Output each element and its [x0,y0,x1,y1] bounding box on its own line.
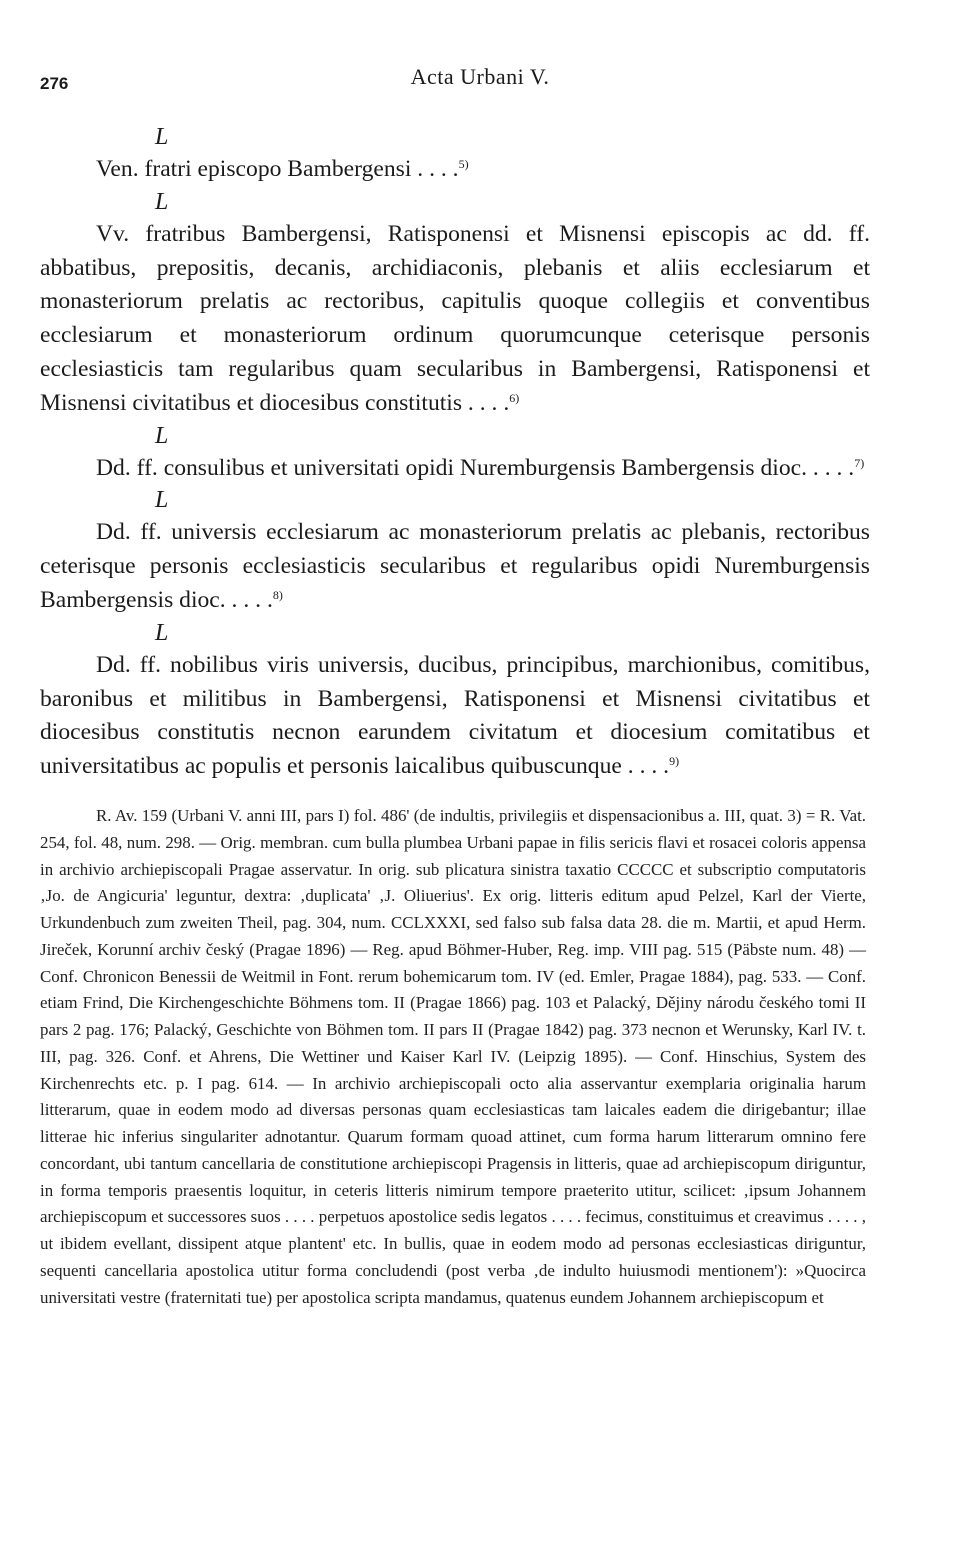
address-paragraph [40,218,870,421]
note-reference: 9) [669,754,680,769]
address-text: Dd. ff. universis ecclesiarum ac monasteriorum prelatis ac plebanis, rectoribus ceterisque personis ecclesiasticis secularibus et regularibus opidi Nuremburgensis Bambergensis dioc. . . . . [40,519,870,613]
main-text [40,122,870,784]
address-text: Ven. fratri episcopo Bambergensi . . . . [96,156,459,182]
note-reference: 6) [509,390,520,405]
note-reference: 8) [272,587,283,602]
address-paragraph [40,649,870,784]
letter-mark: L [155,619,169,646]
address-paragraph [40,153,870,187]
letter-mark: L [155,422,169,449]
note-reference: 7) [854,455,865,470]
address-text: Dd. ff. nobilibus viris universis, ducibus, principibus, marchionibus, comitibus, baronibus et militibus in Bambergensi, Ratisponensi et Misnensi civitatibus et diocesibus constitutis necnon earundem civitatum et diocesium comitatibus et universitatibus ac populis et personis laicalibus quibuscunque . . . . [40,651,870,780]
note-reference: 5) [458,157,469,171]
letter-mark: L [155,487,169,514]
footnote-block [40,803,866,1311]
letter-mark: L [155,188,169,215]
letter-mark: L [155,124,169,150]
address-text: Vv. fratribus Bambergensi, Ratisponensi et Misnensi episcopis ac dd. ff. abbatibus, prepositis, decanis, archidiaconis, plebanis et aliis ecclesiarum et monasteriorum prelatis ac rectoribus, capitulis quoque collegiis et conventibus ecclesiarum et monasteriorum ordinum quorumcunque ceterisque personis ecclesiasticis tam regularibus quam secularibus in Bambergensi, Ratisponensi et Misnensi civitatibus et diocesibus constitutis . . . . [40,220,870,416]
page-number: 276 [40,74,69,93]
address-paragraph [40,452,870,486]
running-title: Acta Urbani V. [410,64,550,89]
address-paragraph [40,516,870,617]
footnote-text: R. Av. 159 (Urbani V. anni III, pars I) fol. 486' (de indultis, privilegiis et dispensacionibus a. III, quat. 3) = R. Vat. 254, fol. 48, num. 298. — Orig. membran. cum bulla plumbea Urbani papae in filis sericis flavi et rosacei coloris appensa in archivio archiepiscopali Pragae asservatur. In orig. sub plicatura sinistra taxatio CCCCC et subscriptio computatoris ‚Jo. de Angicuria' leguntur, dextra: ‚duplicata' ‚J. Oliuerius'. Ex orig. litteris editum apud Pelzel, Karl der Vierte, Urkundenbuch zum zweiten Theil, pag. 304, num. CCLXXXI, sed falso sub falsa data 28. die m. Martii, et apud Herm. Jireček, Korunní archiv český (Pragae 1896) — Reg. apud Böhmer-Huber, Reg. imp. VIII pag. 515 (Päbste num. 48) — Conf. Chronicon Benessii de Weitmil in Font. rerum bohemicarum tom. IV (ed. Emler, Pragae 1884), pag. 533. — Conf. etiam Frind, Die Kirchengeschichte Böhmens tom. II (Pragae 1866) pag. 103 et Palacký, Dějiny národu českého tomi II pars 2 pag. 176; Palacký, Geschichte von Böhmen tom. II pars II (Pragae 1842) pag. 373 necnon et Werunsky, Karl IV. t. III, pag. 326. Conf. et Ahrens, Die Wettiner und Kaiser Karl IV. (Leipzig 1895). — Conf. Hinschius, System des Kirchenrechts etc. p. I pag. 614. — In archivio archiepiscopali octo alia asservantur exemplaria originalia harum litterarum, quae in eodem modo ad diversas personas quam ecclesiasticas tam laicales eadem die dirigebantur; illae litterae hic inferius singulariter adnotantur. Quarum formam quoad attinet, cum forma harum litterarum omnino fere concordant, ubi tantum cancellaria de constitutione archiepiscopi Pragensis in litteris, quae ad archiepiscopum diriguntur, in forma temporis praesentis loquitur, in ceteris litteris nimirum tempore praeterito utitur, scilicet: ‚ipsum Johannem archiepiscopum et successores suos . . . . perpetuos apostolice sedis legatos . . . . fecimus, constituimus et creavimus . . . . , ut ibidem evellant, dissipent atque plantent' etc. In bullis, quae in eodem modo ad personas ecclesiasticas diriguntur, sequenti cancellaria apostolica utitur forma concludendi (post verba ‚de indulto huiusmodi mentionem'): »Quocirca universitati vestre (fraternitati tue) per apostolica scripta mandamus, quatenus eundem Johannem archiepiscopum et [40,806,866,1307]
address-text: Dd. ff. consulibus et universitati opidi Nuremburgensis Bambergensis dioc. . . . . [96,454,855,481]
